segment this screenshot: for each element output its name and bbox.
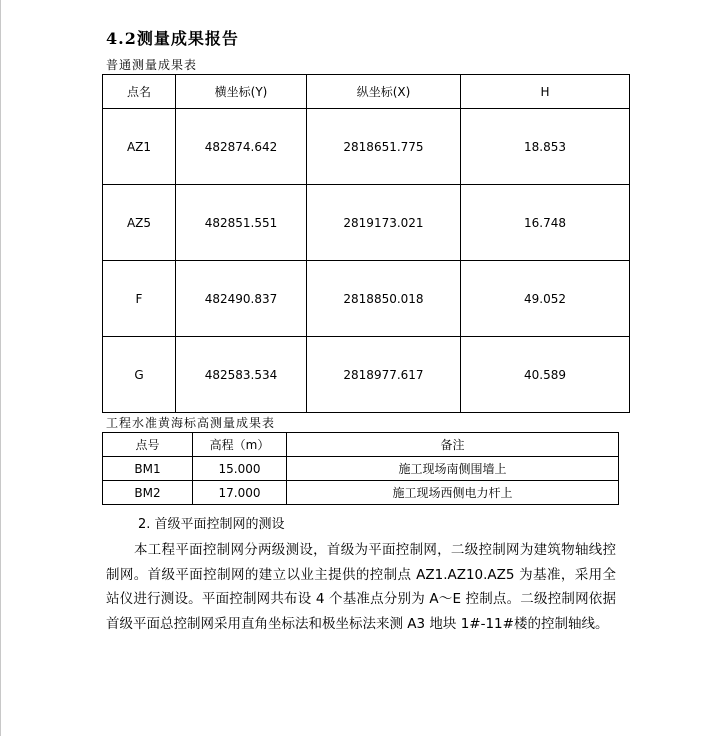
table-row — [103, 185, 630, 261]
column-header: 点名 — [103, 75, 176, 109]
column-header: 横坐标(Y) — [176, 75, 307, 109]
table-cell: 482874.642 — [176, 109, 307, 185]
table-cell: 49.052 — [461, 261, 630, 337]
table-row — [103, 337, 630, 413]
table-cell: BM1 — [103, 457, 193, 481]
table-cell: F — [103, 261, 176, 337]
table-row — [103, 261, 630, 337]
page-heading: 4.2测量成果报告 — [106, 29, 239, 48]
column-header: H — [461, 75, 630, 109]
column-header: 高程（m） — [193, 433, 287, 457]
table-cell: 16.748 — [461, 185, 630, 261]
section-heading: 2. 首级平面控制网的测设 — [138, 517, 285, 532]
table-cell: 482583.534 — [176, 337, 307, 413]
table-cell: 2818850.018 — [307, 261, 461, 337]
table-header-row — [103, 433, 619, 457]
table-cell: 15.000 — [193, 457, 287, 481]
table-cell: 施工现场西侧电力杆上 — [287, 481, 619, 505]
table-row — [103, 109, 630, 185]
table-cell: 18.853 — [461, 109, 630, 185]
table-cell: 2819173.021 — [307, 185, 461, 261]
table-row — [103, 457, 619, 481]
column-header: 纵坐标(X) — [307, 75, 461, 109]
table-cell: G — [103, 337, 176, 413]
column-header: 备注 — [287, 433, 619, 457]
benchmark-table — [102, 432, 619, 505]
table-row — [103, 481, 619, 505]
survey-results-table — [102, 74, 630, 413]
page-edge — [0, 0, 1, 736]
table-cell: 施工现场南侧围墙上 — [287, 457, 619, 481]
table-cell: 17.000 — [193, 481, 287, 505]
body-paragraph: 本工程平面控制网分两级测设，首级为平面控制网，二级控制网为建筑物轴线控制网。首级平面控制网的建立以业主提供的控制点 AZ1.AZ10.AZ5 为基准，采用全站仪进行测设。平面控制网共布设 4 个基准点分别为 A～E 控制点。二级控制网依据首级平面总控制网采用直角坐标法和极坐标法来测 A3 地块 1#-11#楼的控制轴线。 — [106, 542, 616, 632]
table-cell: 2818651.775 — [307, 109, 461, 185]
column-header: 点号 — [103, 433, 193, 457]
table-cell: 2818977.617 — [307, 337, 461, 413]
table-cell: AZ1 — [103, 109, 176, 185]
table2-caption: 工程水准黄海标高测量成果表 — [106, 416, 276, 430]
table-header-row — [103, 75, 630, 109]
table1-caption: 普通测量成果表 — [106, 58, 198, 72]
table-cell: 40.589 — [461, 337, 630, 413]
table-cell: 482490.837 — [176, 261, 307, 337]
table-cell: BM2 — [103, 481, 193, 505]
table-cell: 482851.551 — [176, 185, 307, 261]
table-cell: AZ5 — [103, 185, 176, 261]
